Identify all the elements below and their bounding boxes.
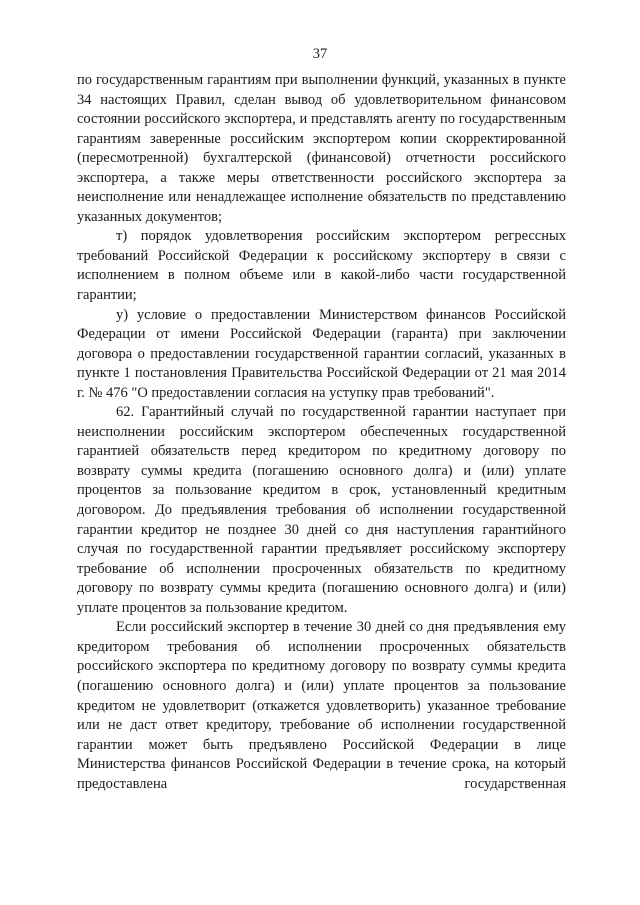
paragraph-continued: по государственным гарантиям при выполнении функций, указанных в пункте 34 настоящих Правил, сделан вывод об удовлетворительном финансовом состоянии российского экспортера, и представлять агенту по государственным гарантиям заверенные российским экспортером копии скорректированной (пересмотренной) бухгалтерской (финансовой) отчетности российского экспортера, а также меры ответственности российского экспортера за неисполнение или ненадлежащее исполнение обязательств по представлению указанных документов; xyxy=(77,72,566,225)
page-number: 37 xyxy=(312,46,328,62)
document-body xyxy=(77,71,566,794)
paragraph-item-t: т) порядок удовлетворения российским экспортером регрессных требований Российской Федерации к российскому экспортеру в связи с исполнением в полном объеме или в какой-либо части государственной гарантии; xyxy=(77,228,566,304)
paragraph-item-u: у) условие о предоставлении Министерством финансов Российской Федерации от имени Российской Федерации (гаранта) при заключении договора о предоставлении государственной гарантии согласий, указанных в пункте 1 постановления Правительства Российской Федерации от 21 мая 2014 г. № 476 "О предоставлении согласия на уступку прав требований". xyxy=(77,306,566,401)
paragraph-exporter-default: Если российский экспортер в течение 30 дней со дня предъявления ему кредитором требования об исполнении просроченных обязательств российского экспортера по кредитному договору по возврату суммы кредита (погашению основного долга) и (или) уплате процентов за пользование кредитом не удовлетворит (откажется удовлетворить) указанное требование или не даст ответ кредитору, требование об исполнении государственной гарантии может быть предъявлено Российской Федерации в лице Министерства финансов Российской Федерации в течение срока, на который предоставлена государственная xyxy=(77,619,566,792)
paragraph-section-62: 62. Гарантийный случай по государственной гарантии наступает при неисполнении российским экспортером обеспеченных государственной гарантией обязательств перед кредитором по кредитному договору по возврату суммы кредита (погашению основного долга) и (или) уплате процентов за пользование кредитом в срок, установленный кредитным договором. До предъявления требования об исполнении государственной гарантии кредитор не позднее 30 дней со дня наступления гарантийного случая по государственной гарантии предъявляет российскому экспортеру требование об исполнении просроченных обязательств по кредитному договору по возврату суммы кредита (погашению основного долга) и (или) уплате процентов за пользование кредитом. xyxy=(77,404,566,616)
